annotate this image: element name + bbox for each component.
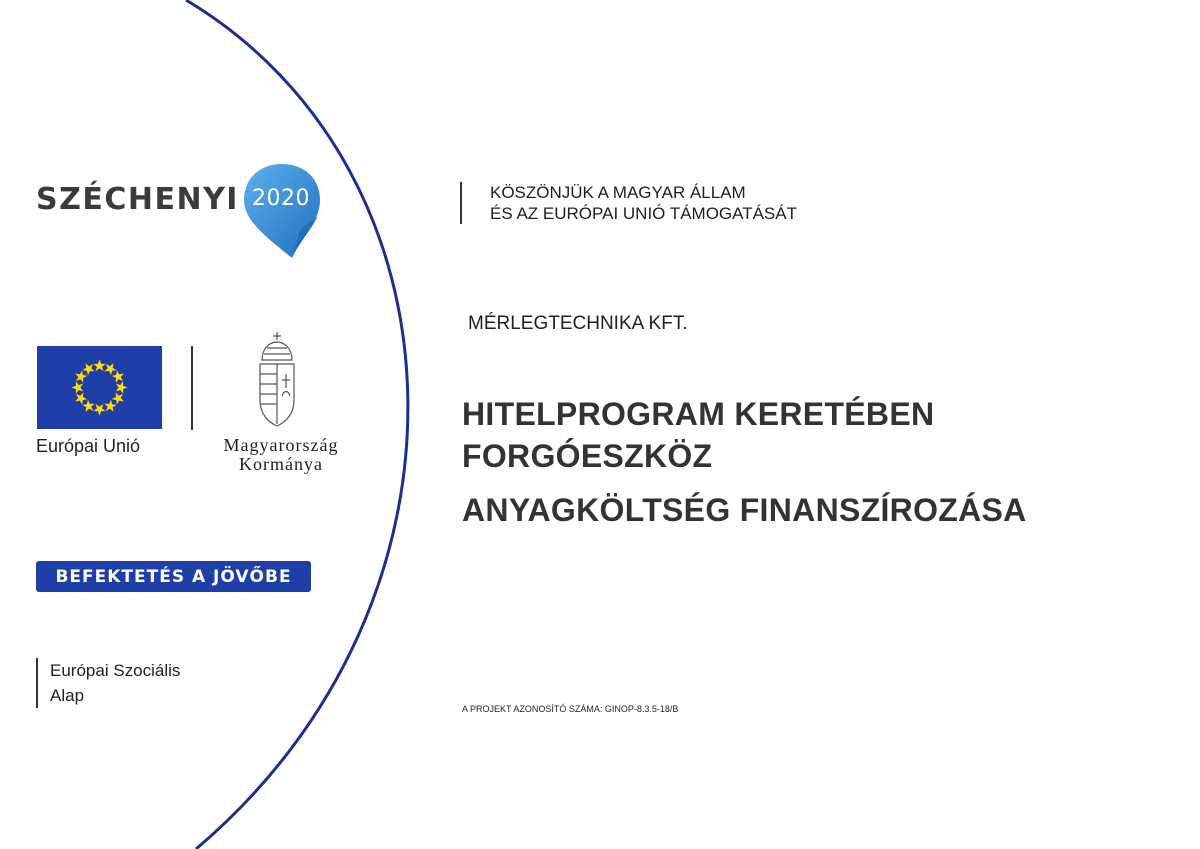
thanks-line1: KÖSZÖNJÜK A MAGYAR ÁLLAM [490, 183, 746, 202]
coat-of-arms-icon [252, 330, 302, 430]
government-name [206, 436, 356, 474]
government-line2: Kormánya [239, 454, 323, 474]
szechenyi-wordmark: SZÉCHENYI [36, 182, 239, 217]
invest-banner [36, 561, 311, 592]
company-name: MÉRLEGTECHNIKA KFT. [468, 313, 688, 334]
szechenyi-2020-logo [36, 160, 326, 260]
project-id: A PROJEKT AZONOSÍTÓ SZÁMA: GINOP-8.3.5-18/B [462, 704, 679, 714]
project-title-line3: ANYAGKÖLTSÉG FINANSZÍROZÁSA [462, 492, 1027, 528]
invest-banner-label: BEFEKTETÉS A JÖVŐBE [55, 566, 292, 587]
thanks-line2: ÉS AZ EURÓPAI UNIÓ TÁMOGATÁSÁT [490, 204, 797, 223]
project-title-line2: FORGÓESZKÖZ [462, 438, 713, 474]
project-title [462, 393, 1027, 531]
szechenyi-year: 2020 [252, 186, 310, 211]
project-title-line1: HITELPROGRAM KERETÉBEN [462, 396, 935, 432]
thanks-message [460, 182, 797, 224]
eu-label: Európai Unió [36, 436, 141, 456]
eu-flag-icon [37, 346, 162, 429]
logo-divider [191, 346, 193, 430]
fund-line1: Európai Szociális [50, 661, 181, 680]
fund-line2: Alap [50, 686, 85, 705]
government-line1: Magyarország [223, 435, 339, 455]
fund-name [36, 658, 180, 708]
